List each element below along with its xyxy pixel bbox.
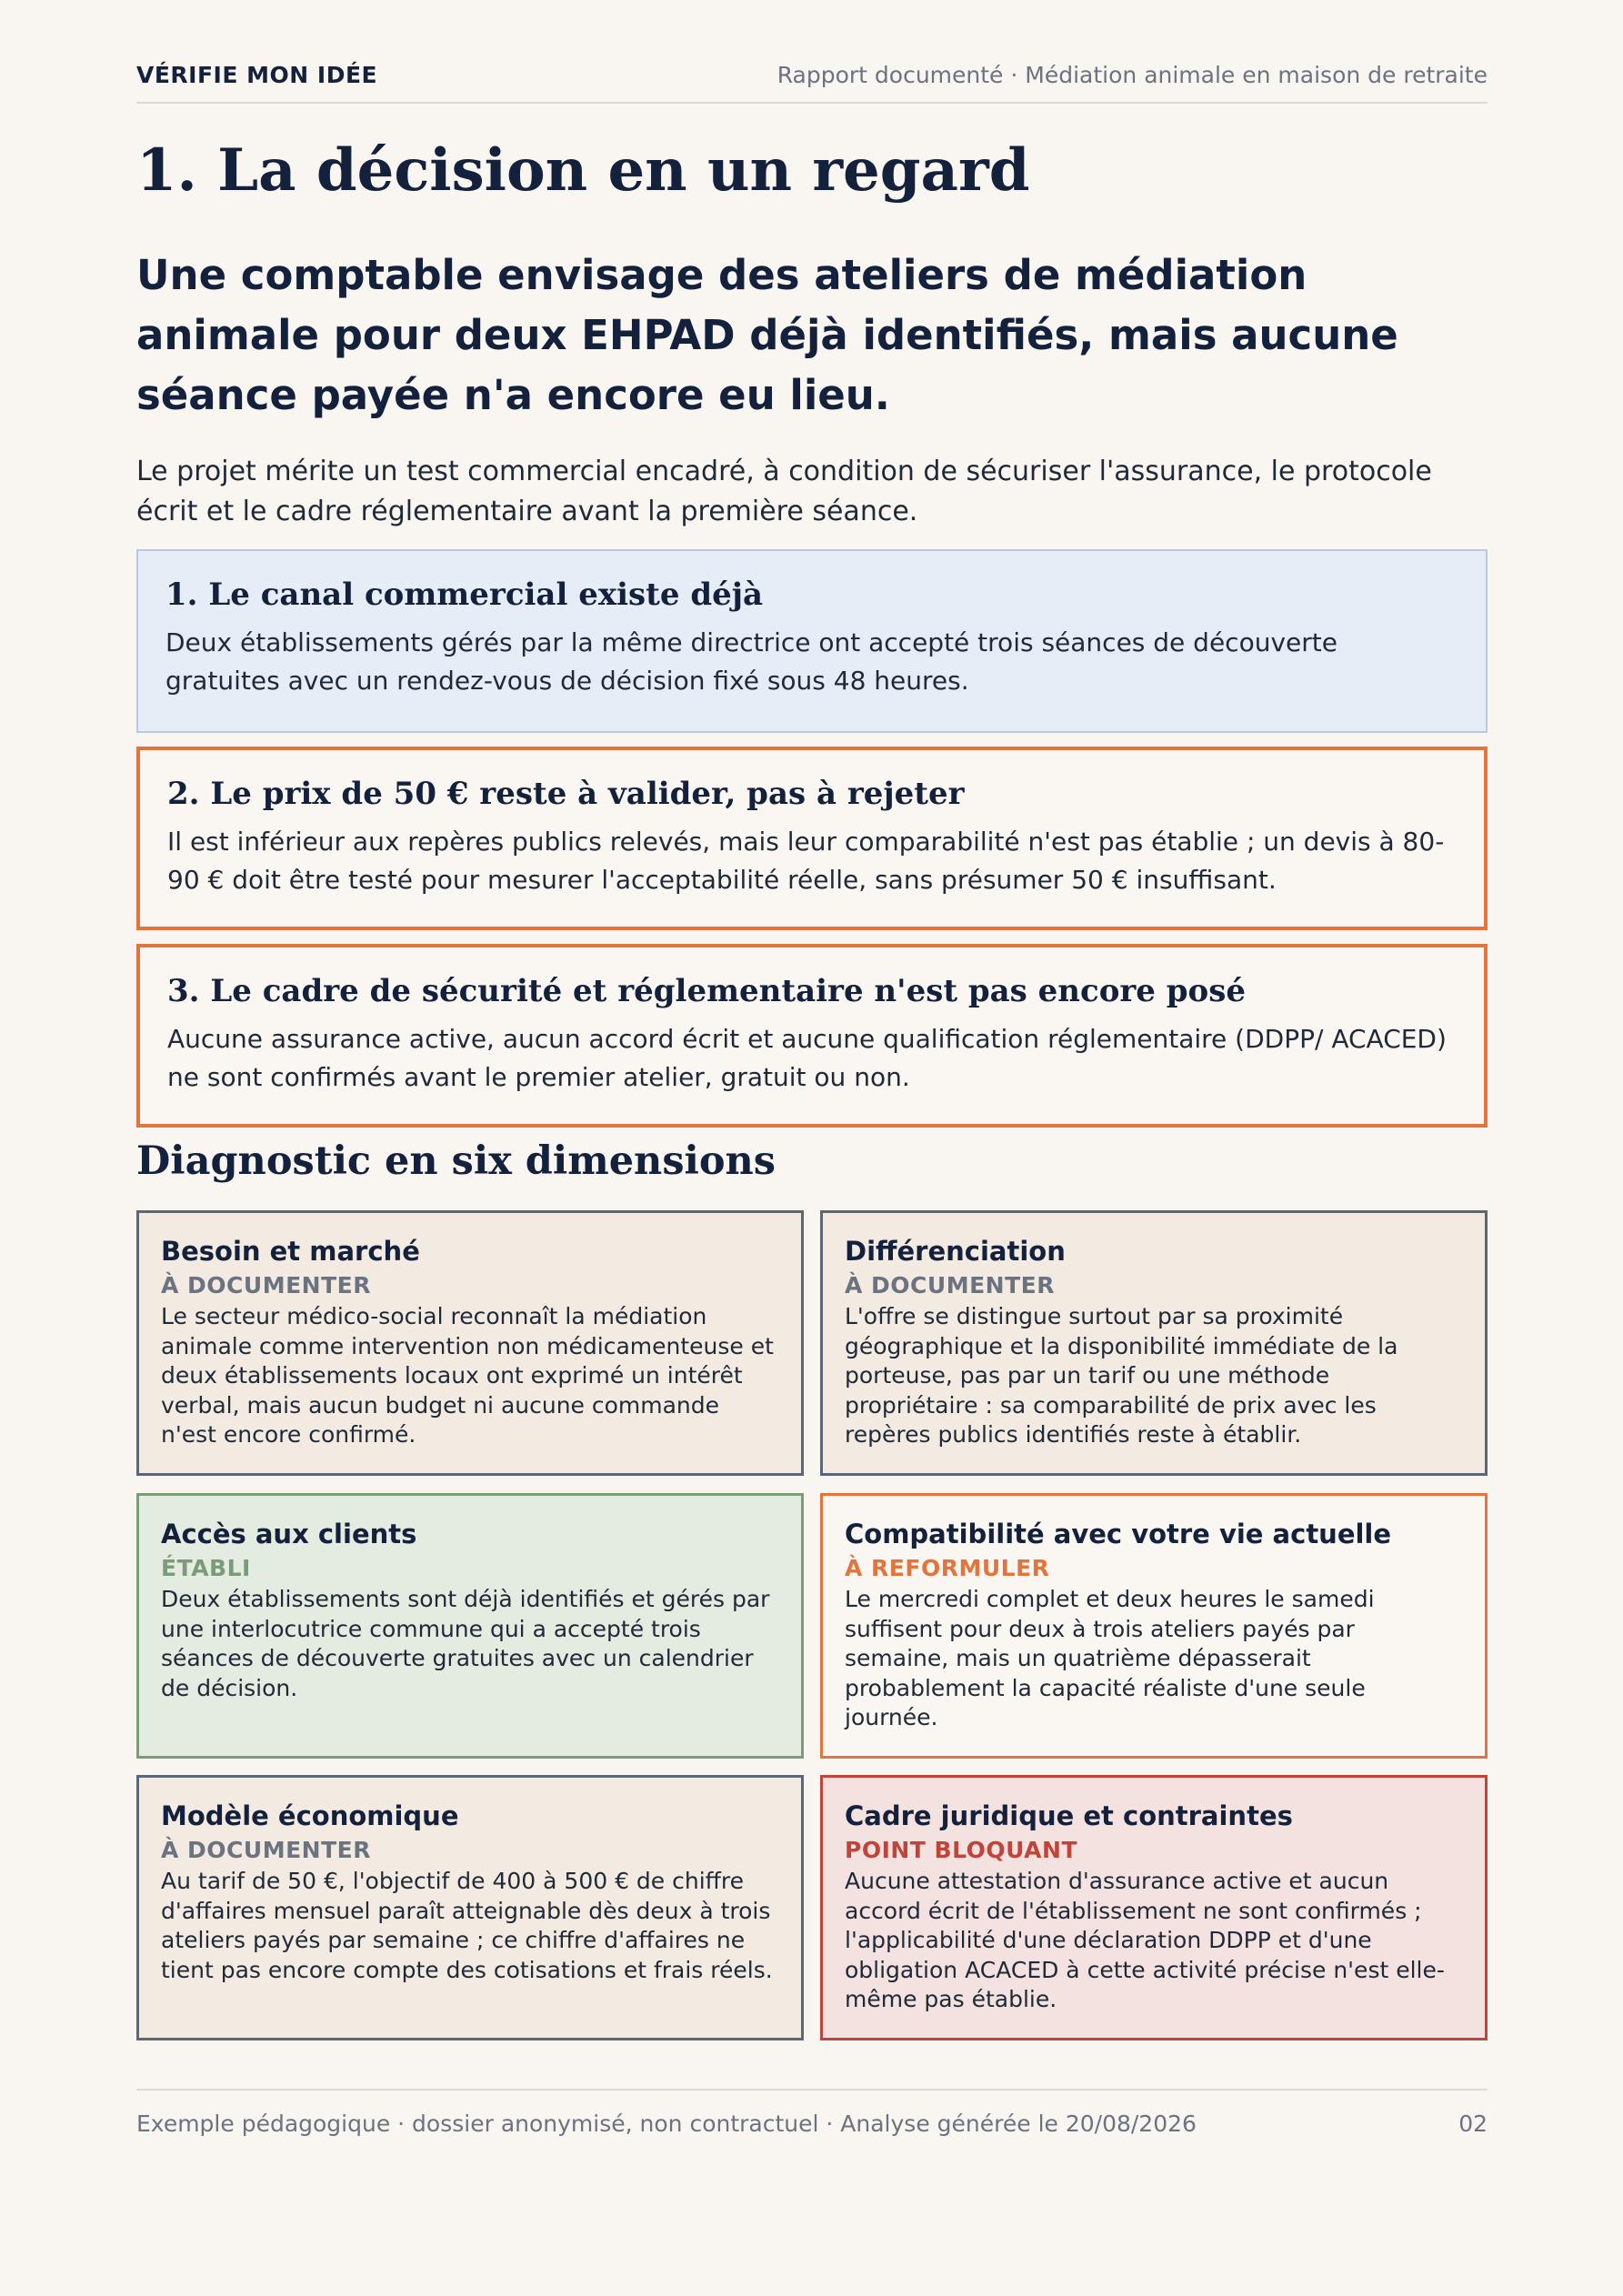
- page-header: [136, 62, 1488, 104]
- lead-paragraph: Le projet mérite un test commercial encadré, à condition de sécuriser l'assurance, le protocole écrit et le cadre réglementaire avant la première séance.: [136, 456, 1432, 527]
- key-point-text: Il est inférieur aux repères publics relevés, mais leur comparabilité n'est pas établie ; un devis à 80-90 € doit être testé pour mesurer l'acceptabilité réelle, sans présumer 50 € insuffisant.: [167, 827, 1445, 895]
- key-point-2: [136, 747, 1488, 930]
- dimension-card-cadre-juridique: [820, 1775, 1488, 2040]
- key-point-title: 2. Le prix de 50 € reste à valider, pas à rejeter: [167, 776, 965, 812]
- dimension-text: Aucune attestation d'assurance active et aucun accord écrit de l'établissement ne sont confirmés ; l'applicabilité d'une déclaration DDPP et d'une obligation ACACED à cette activité précise n'est elle-même pas établie.: [845, 1868, 1445, 2012]
- dimension-card-compatibilite: [820, 1493, 1488, 1759]
- dimension-status: POINT BLOQUANT: [845, 1837, 1078, 1863]
- key-point-text: Deux établissements gérés par la même directrice ont accepté trois séances de découverte gratuites avec un rendez-vous de décision fixé sous 48 heures.: [165, 627, 1337, 696]
- report-subtitle: Rapport documenté · Médiation animale en maison de retraite: [776, 62, 1488, 88]
- key-point-title: 1. Le canal commercial existe déjà: [165, 577, 764, 613]
- key-point-text: Aucune assurance active, aucun accord écrit et aucune qualification réglementaire (DDPP/ ACACED) ne sont confirmés avant le premier atelier, gratuit ou non.: [167, 1024, 1447, 1092]
- dimension-card-besoin: [136, 1210, 804, 1476]
- dimension-title: Besoin et marché: [161, 1236, 420, 1267]
- key-point-title: 3. Le cadre de sécurité et réglementaire n'est pas encore posé: [167, 973, 1246, 1009]
- dimension-card-acces: [136, 1493, 804, 1759]
- page-title: 1. La décision en un regard: [136, 136, 1030, 205]
- dimension-text: Deux établissements sont déjà identifiés et gérés par une interlocutrice commune qui a accepté trois séances de découverte gratuites avec un calendrier de décision.: [161, 1586, 770, 1701]
- dimension-title: Cadre juridique et contraintes: [845, 1800, 1293, 1831]
- diagnostic-title: Diagnostic en six dimensions: [136, 1138, 776, 1184]
- dimension-title: Différenciation: [845, 1236, 1066, 1267]
- dimension-status: À DOCUMENTER: [161, 1837, 371, 1863]
- key-point-3: [136, 944, 1488, 1128]
- dimension-status: À DOCUMENTER: [845, 1272, 1055, 1298]
- headline: Une comptable envisage des ateliers de médiation animale pour deux EHPAD déjà identifiés, mais aucune séance payée n'a encore eu lieu.: [136, 251, 1398, 419]
- brand-name: VÉRIFIE MON IDÉE: [136, 62, 378, 88]
- dimension-text: Au tarif de 50 €, l'objectif de 400 à 500 € de chiffre d'affaires mensuel paraît atteignable dès deux à trois ateliers payés par semaine ; ce chiffre d'affaires ne tient pas encore compte des cotisations et frais réels.: [161, 1868, 773, 1983]
- document-page: [136, 0, 1488, 2296]
- dimension-text: Le mercredi complet et deux heures le samedi suffisent pour deux à trois ateliers payés par semaine, mais un quatrième dépasserait probablement la capacité réaliste d'une seule journée.: [845, 1586, 1375, 1730]
- page-number: 02: [1458, 2111, 1488, 2137]
- dimension-title: Modèle économique: [161, 1800, 459, 1831]
- dimension-card-modele: [136, 1775, 804, 2040]
- dimension-card-differenciation: [820, 1210, 1488, 1476]
- dimension-title: Compatibilité avec votre vie actuelle: [845, 1519, 1392, 1549]
- dimension-text: L'offre se distingue surtout par sa proximité géographique et la disponibilité immédiate de la porteuse, pas par un tarif ou une méthode propriétaire : sa comparabilité de prix avec les repères publics identifiés reste à établir.: [845, 1303, 1398, 1448]
- key-point-1: [136, 549, 1488, 733]
- dimension-status: À REFORMULER: [845, 1555, 1050, 1581]
- footer-note: Exemple pédagogique · dossier anonymisé, non contractuel · Analyse générée le 20/08/2026: [136, 2111, 1197, 2137]
- dimension-title: Accès aux clients: [161, 1519, 417, 1549]
- dimension-status: À DOCUMENTER: [161, 1272, 371, 1298]
- page-footer: [136, 2089, 1488, 2137]
- dimension-status: ÉTABLI: [161, 1555, 251, 1581]
- dimension-text: Le secteur médico-social reconnaît la médiation animale comme intervention non médicamenteuse et deux établissements locaux ont exprimé un intérêt verbal, mais aucun budget ni aucune commande n'est encore confirmé.: [161, 1303, 774, 1448]
